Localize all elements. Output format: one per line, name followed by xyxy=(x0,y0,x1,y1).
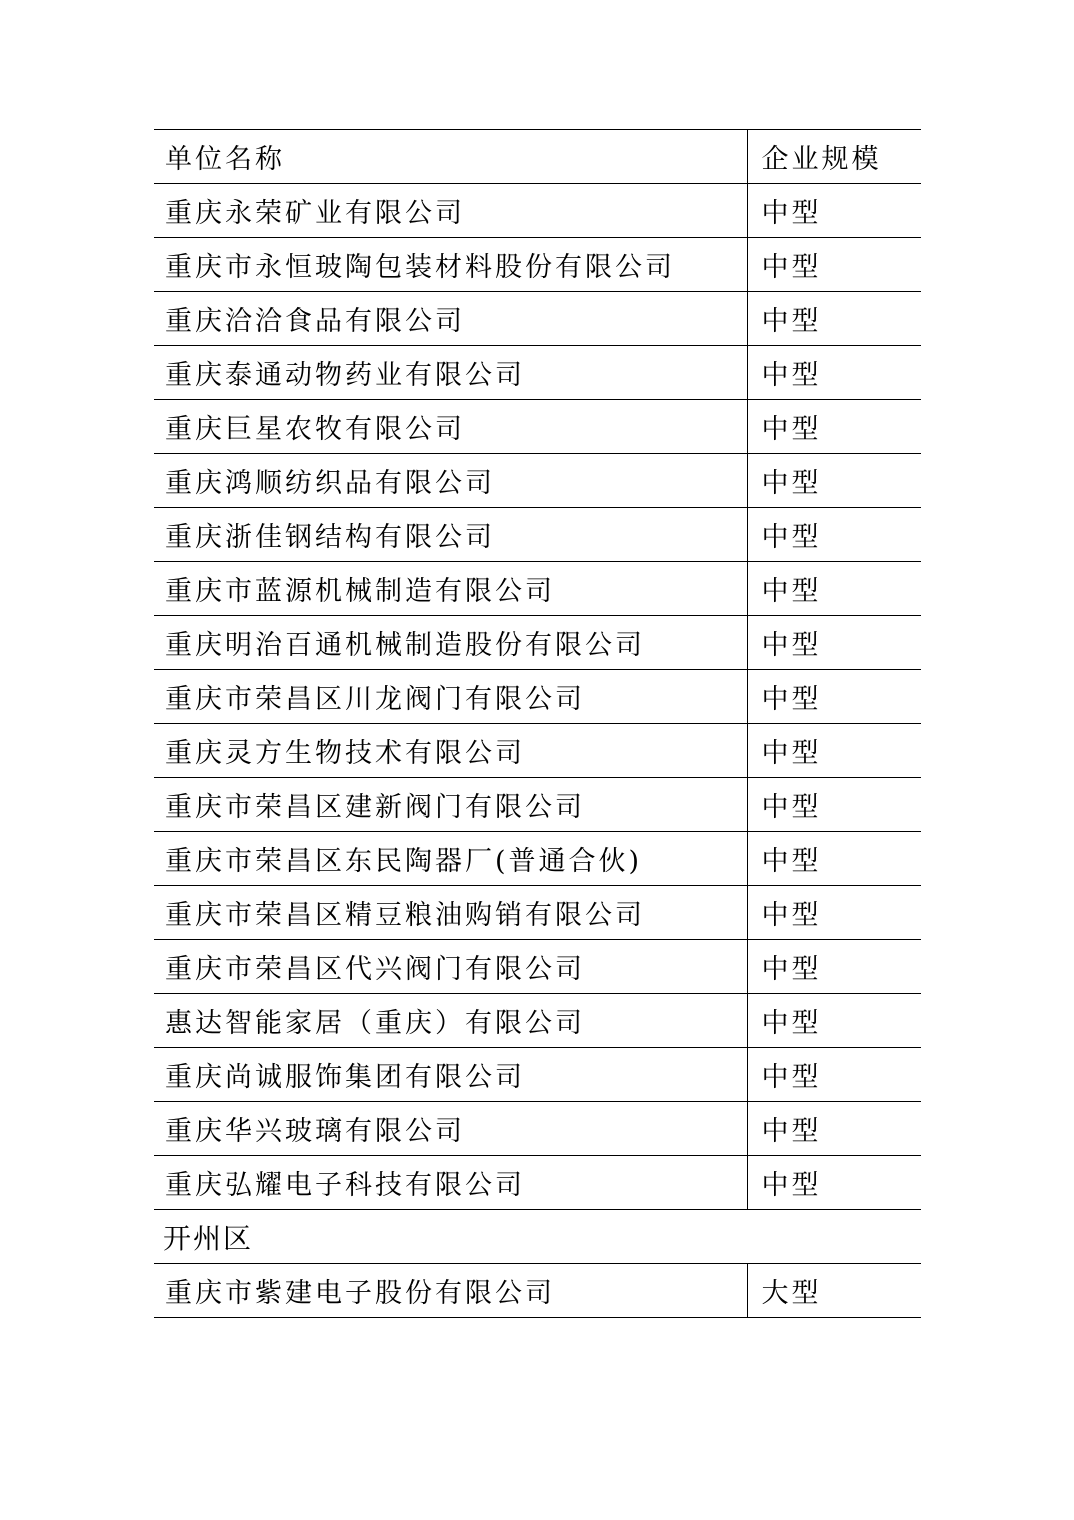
enterprise-scale-cell: 中型 xyxy=(747,238,921,292)
enterprise-scale-cell: 大型 xyxy=(747,1264,921,1318)
unit-name-cell: 重庆浙佳钢结构有限公司 xyxy=(154,508,747,562)
table-row xyxy=(154,1156,921,1210)
unit-name-cell: 重庆市紫建电子股份有限公司 xyxy=(154,1264,747,1318)
table-row xyxy=(154,940,921,994)
table-row xyxy=(154,562,921,616)
enterprise-scale-cell: 中型 xyxy=(747,184,921,238)
enterprise-scale-cell: 中型 xyxy=(747,454,921,508)
unit-name-cell: 重庆巨星农牧有限公司 xyxy=(154,400,747,454)
unit-name-cell: 重庆市荣昌区东民陶器厂(普通合伙) xyxy=(154,832,747,886)
header-unit-name: 单位名称 xyxy=(154,130,747,184)
unit-name-cell: 重庆市荣昌区川龙阀门有限公司 xyxy=(154,670,747,724)
unit-name-cell: 重庆市荣昌区建新阀门有限公司 xyxy=(154,778,747,832)
table-row xyxy=(154,670,921,724)
unit-name-cell: 重庆洽洽食品有限公司 xyxy=(154,292,747,346)
table-row xyxy=(154,400,921,454)
section-heading-kaizhou: 开州区 xyxy=(154,1210,921,1264)
table-row xyxy=(154,1264,921,1318)
table-row xyxy=(154,292,921,346)
table-row xyxy=(154,994,921,1048)
table-row xyxy=(154,346,921,400)
enterprise-scale-cell: 中型 xyxy=(747,994,921,1048)
enterprise-scale-cell: 中型 xyxy=(747,346,921,400)
unit-name-cell: 重庆泰通动物药业有限公司 xyxy=(154,346,747,400)
enterprise-scale-cell: 中型 xyxy=(747,940,921,994)
enterprise-scale-cell: 中型 xyxy=(747,1156,921,1210)
enterprise-scale-cell: 中型 xyxy=(747,886,921,940)
enterprise-table xyxy=(154,129,921,1318)
table-row xyxy=(154,184,921,238)
unit-name-cell: 重庆灵方生物技术有限公司 xyxy=(154,724,747,778)
unit-name-cell: 重庆明治百通机械制造股份有限公司 xyxy=(154,616,747,670)
enterprise-scale-cell: 中型 xyxy=(747,832,921,886)
unit-name-cell: 重庆市蓝源机械制造有限公司 xyxy=(154,562,747,616)
enterprise-scale-cell: 中型 xyxy=(747,670,921,724)
unit-name-cell: 重庆鸿顺纺织品有限公司 xyxy=(154,454,747,508)
unit-name-cell: 重庆市荣昌区代兴阀门有限公司 xyxy=(154,940,747,994)
table-row xyxy=(154,616,921,670)
enterprise-scale-cell: 中型 xyxy=(747,778,921,832)
unit-name-cell: 惠达智能家居（重庆）有限公司 xyxy=(154,994,747,1048)
enterprise-scale-cell: 中型 xyxy=(747,1102,921,1156)
table-row xyxy=(154,886,921,940)
unit-name-cell: 重庆弘耀电子科技有限公司 xyxy=(154,1156,747,1210)
unit-name-cell: 重庆华兴玻璃有限公司 xyxy=(154,1102,747,1156)
table-row xyxy=(154,454,921,508)
section-heading-row xyxy=(154,1210,921,1264)
table-header-row xyxy=(154,130,921,184)
table-row xyxy=(154,832,921,886)
unit-name-cell: 重庆永荣矿业有限公司 xyxy=(154,184,747,238)
unit-name-cell: 重庆尚诚服饰集团有限公司 xyxy=(154,1048,747,1102)
table-row xyxy=(154,724,921,778)
header-enterprise-scale: 企业规模 xyxy=(747,130,921,184)
table-row xyxy=(154,1048,921,1102)
table-row xyxy=(154,238,921,292)
enterprise-scale-cell: 中型 xyxy=(747,724,921,778)
enterprise-scale-cell: 中型 xyxy=(747,616,921,670)
table-row xyxy=(154,778,921,832)
enterprise-table-body xyxy=(154,130,921,1318)
enterprise-scale-cell: 中型 xyxy=(747,508,921,562)
enterprise-scale-cell: 中型 xyxy=(747,292,921,346)
enterprise-scale-cell: 中型 xyxy=(747,400,921,454)
unit-name-cell: 重庆市荣昌区精豆粮油购销有限公司 xyxy=(154,886,747,940)
enterprise-scale-cell: 中型 xyxy=(747,1048,921,1102)
enterprise-scale-cell: 中型 xyxy=(747,562,921,616)
table-row xyxy=(154,1102,921,1156)
table-row xyxy=(154,508,921,562)
unit-name-cell: 重庆市永恒玻陶包装材料股份有限公司 xyxy=(154,238,747,292)
